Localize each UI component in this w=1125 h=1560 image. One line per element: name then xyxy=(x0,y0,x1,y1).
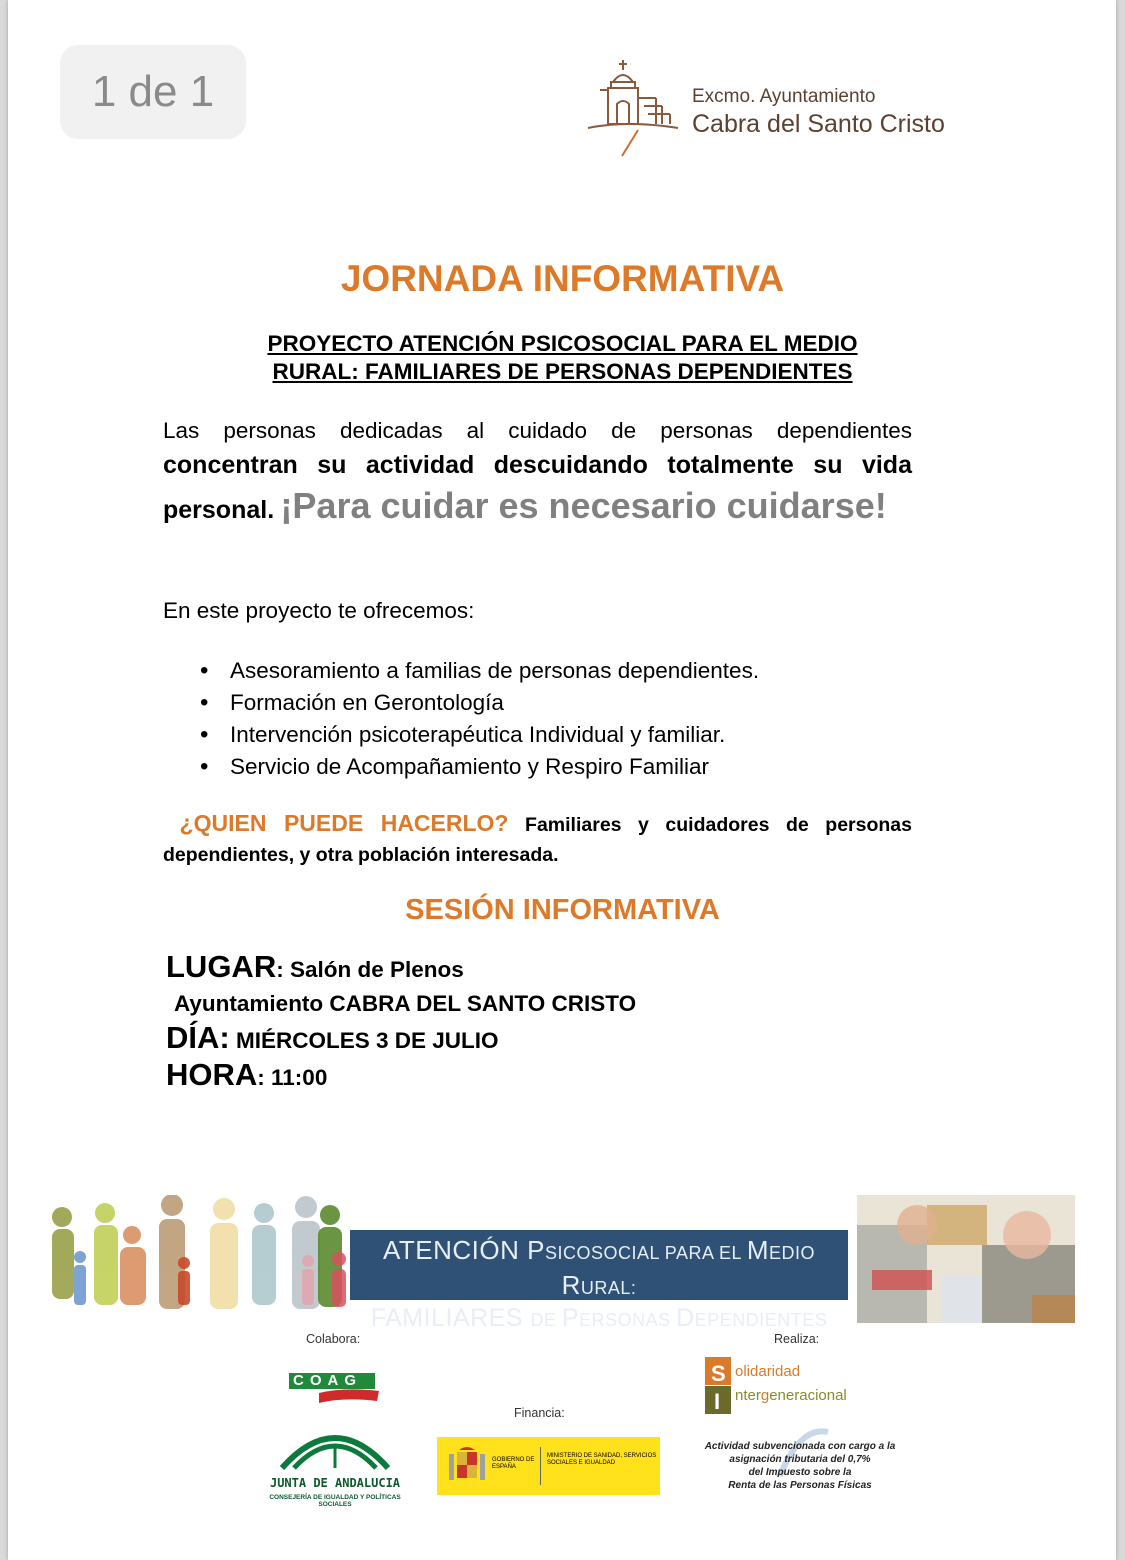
session-details xyxy=(166,950,636,1095)
place-label: LUGAR xyxy=(166,949,277,984)
hour-value: : 11:00 xyxy=(257,1065,328,1090)
sol-word-2 xyxy=(735,1387,847,1404)
hour-row xyxy=(166,1058,636,1095)
subv-line: del Impuesto sobre la xyxy=(748,1467,852,1478)
offer-intro: En este proyecto te ofrecemos: xyxy=(163,598,475,623)
list-item: • Asesoramiento a familias de personas dependientes. xyxy=(200,655,759,687)
ayuntamiento-logo xyxy=(586,58,966,162)
project-subtitle xyxy=(0,330,1125,386)
spain-coat-of-arms-icon xyxy=(447,1444,487,1488)
junta-arch-icon xyxy=(262,1418,408,1474)
subv-line: Actividad subvencionada con cargo a la xyxy=(704,1441,896,1452)
banner-text: ERSONAS xyxy=(579,1310,677,1330)
session-title: SESIÓN INFORMATIVA xyxy=(405,894,720,926)
intro-bold: concentran su actividad descuidando totalmente su vida personal. xyxy=(163,451,912,524)
junta-andalucia-logo xyxy=(262,1418,408,1510)
list-item: • Servicio de Acompañamiento y Respiro Familiar xyxy=(200,751,759,783)
subtitle-line-1: PROYECTO ATENCIÓN PSICOSOCIAL PARA EL MEDIO xyxy=(267,331,858,356)
day-value: MIÉRCOLES 3 DE JULIO xyxy=(229,1028,499,1053)
collabora-label: Colabora: xyxy=(306,1332,361,1346)
junta-name: JUNTA DE ANDALUCIA xyxy=(269,1476,401,1490)
banner-text: URAL: xyxy=(580,1278,637,1298)
banner-line-2 xyxy=(350,1304,848,1334)
sol-letter-s: S xyxy=(711,1361,726,1386)
subvencion-note xyxy=(680,1440,920,1492)
ministerio-text: MINISTERIO DE SANIDAD, SERVICIOS SOCIALES E IGUALDAD xyxy=(547,1453,657,1466)
banner-line-1 xyxy=(350,1234,848,1304)
list-item: • Intervención psicoterapéutica Individual y familiar. xyxy=(200,719,759,751)
hour-label: HORA xyxy=(166,1057,258,1092)
coag-text: COAG xyxy=(293,1372,362,1389)
sol-word-part: eneracional xyxy=(769,1387,847,1404)
place-value: : Salón de Plenos xyxy=(276,957,464,982)
day-row xyxy=(166,1021,636,1058)
sol-word-1: olidaridad xyxy=(735,1363,801,1380)
banner-text: D xyxy=(676,1304,695,1332)
who-answer: Familiares y cuidadores de personas dependientes, y otra población interesada. xyxy=(163,814,913,866)
who-paragraph xyxy=(163,808,912,870)
logo-line-1: Excmo. Ayuntamiento xyxy=(692,86,876,107)
logo-text xyxy=(692,86,945,139)
gobierno-espana-logo xyxy=(437,1437,660,1495)
church-logo-icon xyxy=(586,58,686,162)
financia-label: Financia: xyxy=(514,1406,565,1420)
subtitle-line-2: RURAL: FAMILIARES DE PERSONAS DEPENDIENTES xyxy=(272,359,853,384)
offer-list xyxy=(200,655,759,783)
collage-image xyxy=(857,1195,1075,1323)
banner-text: EPENDIENTES xyxy=(694,1310,828,1330)
coag-logo xyxy=(289,1369,381,1405)
banner-text: P xyxy=(561,1304,580,1332)
who-question: ¿QUIEN PUEDE HACERLO? xyxy=(179,810,509,836)
sol-word-part: g xyxy=(760,1387,770,1404)
gob-divider xyxy=(540,1447,541,1485)
logo-line-2: Cabra del Santo Cristo xyxy=(692,110,945,138)
people-silhouettes-icon xyxy=(52,1195,346,1309)
gobierno-text: GOBIERNO DE ESPAÑA xyxy=(492,1457,535,1470)
banner-text: FAMILIARES xyxy=(370,1304,531,1332)
intro-plain: Las personas dedicadas al cuidado de personas dependientes xyxy=(163,418,912,443)
banner-text: R xyxy=(561,1270,581,1300)
sol-letter-i: I xyxy=(714,1389,721,1414)
sol-word-part: nter xyxy=(735,1387,761,1404)
list-item: • Formación en Gerontología xyxy=(200,687,759,719)
banner-text: DE xyxy=(530,1310,562,1330)
subv-line: asignación tributaria del 0,7% xyxy=(729,1454,871,1465)
page-counter-badge: 1 de 1 xyxy=(60,45,246,139)
project-banner xyxy=(350,1230,848,1332)
intro-paragraph xyxy=(163,414,912,529)
realiza-label: Realiza: xyxy=(774,1332,820,1346)
document-title: JORNADA INFORMATIVA xyxy=(340,258,785,299)
intro-highlight: ¡Para cuidar es necesario cuidarse! xyxy=(280,485,887,526)
solidaridad-intergeneracional-logo xyxy=(705,1355,905,1415)
banner-text: M xyxy=(746,1235,770,1265)
banner-text: ATENCIÓN P xyxy=(382,1235,545,1265)
place-line-2: Ayuntamiento CABRA DEL SANTO CRISTO xyxy=(174,991,637,1016)
subv-line: Renta de las Personas Físicas xyxy=(728,1480,872,1491)
junta-subtitle: CONSEJERÍA DE IGUALDAD Y POLÍTICAS SOCIALES xyxy=(269,1494,401,1508)
place-row xyxy=(166,950,636,987)
banner-text: SICOSOCIAL PARA EL xyxy=(544,1243,747,1263)
day-label: DÍA: xyxy=(166,1020,230,1055)
banner-text: EDIO xyxy=(769,1243,816,1263)
